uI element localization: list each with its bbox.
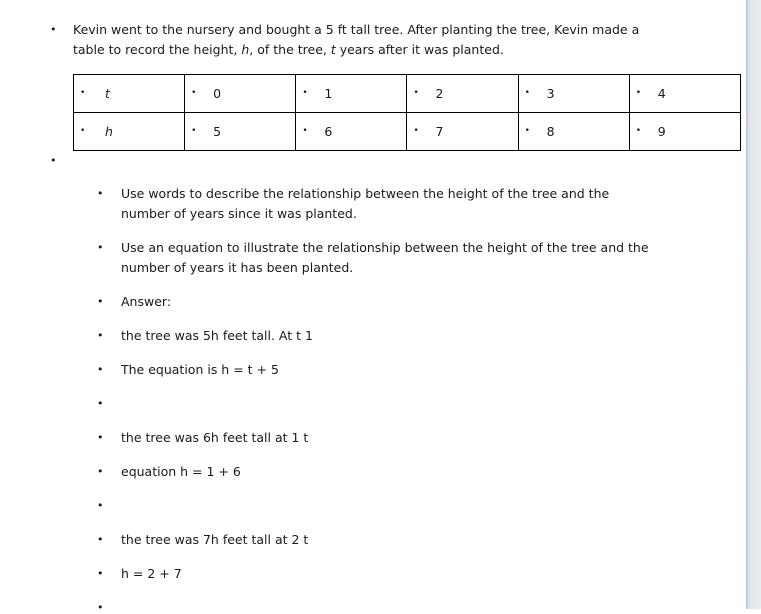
bullet: • [97, 431, 104, 444]
bullet: • [97, 363, 104, 376]
question-2-line-2: number of years it has been planted. [121, 260, 354, 275]
table-cell: • 9 [629, 113, 740, 151]
answer-line: the tree was 7h feet tall at 2 t [121, 532, 309, 547]
height-table [73, 74, 741, 151]
table-row [74, 75, 741, 113]
bullet: • [97, 533, 104, 546]
question-1-line-1: Use words to describe the relationship between the height of the tree and the [121, 186, 610, 201]
answer-line: The equation is h = t + 5 [121, 362, 279, 377]
answer-line: h = 2 + 7 [121, 566, 182, 581]
bullet: • [97, 397, 104, 410]
table-cell: • 8 [518, 113, 629, 151]
table-cell: • 3 [518, 75, 629, 113]
answer-label: Answer: [121, 294, 172, 309]
bullet: • [50, 154, 57, 167]
table-cell: • 5 [185, 113, 296, 151]
bullet: • [97, 329, 104, 342]
bullet: • [97, 499, 104, 512]
bullet: • [97, 465, 104, 478]
table-cell: • 2 [407, 75, 518, 113]
table-cell: • t [74, 75, 185, 113]
table-cell: • 0 [185, 75, 296, 113]
page-edge-gutter [746, 0, 761, 609]
answer-line: the tree was 6h feet tall at 1 t [121, 430, 309, 445]
problem-line-1: Kevin went to the nursery and bought a 5 ft tall tree. After planting the tree, Kevin made a [73, 22, 640, 37]
bullet: • [97, 241, 104, 254]
bullet: • [97, 187, 104, 200]
question-2-line-1: Use an equation to illustrate the relationship between the height of the tree and the [121, 240, 649, 255]
bullet: • [50, 23, 57, 36]
question-1-line-2: number of years since it was planted. [121, 206, 357, 221]
bullet: • [97, 601, 104, 614]
answer-line: the tree was 5h feet tall. At t 1 [121, 328, 313, 343]
table-cell: • 6 [296, 113, 407, 151]
table-row [74, 113, 741, 151]
table-cell: • 4 [629, 75, 740, 113]
answer-line: equation h = 1 + 6 [121, 464, 241, 479]
table-cell: • 7 [407, 113, 518, 151]
bullet: • [97, 295, 104, 308]
bullet: • [97, 567, 104, 580]
table-cell: • 1 [296, 75, 407, 113]
table-cell: • h [74, 113, 185, 151]
problem-line-2: table to record the height, h, of the tree, t years after it was planted. [73, 42, 504, 57]
